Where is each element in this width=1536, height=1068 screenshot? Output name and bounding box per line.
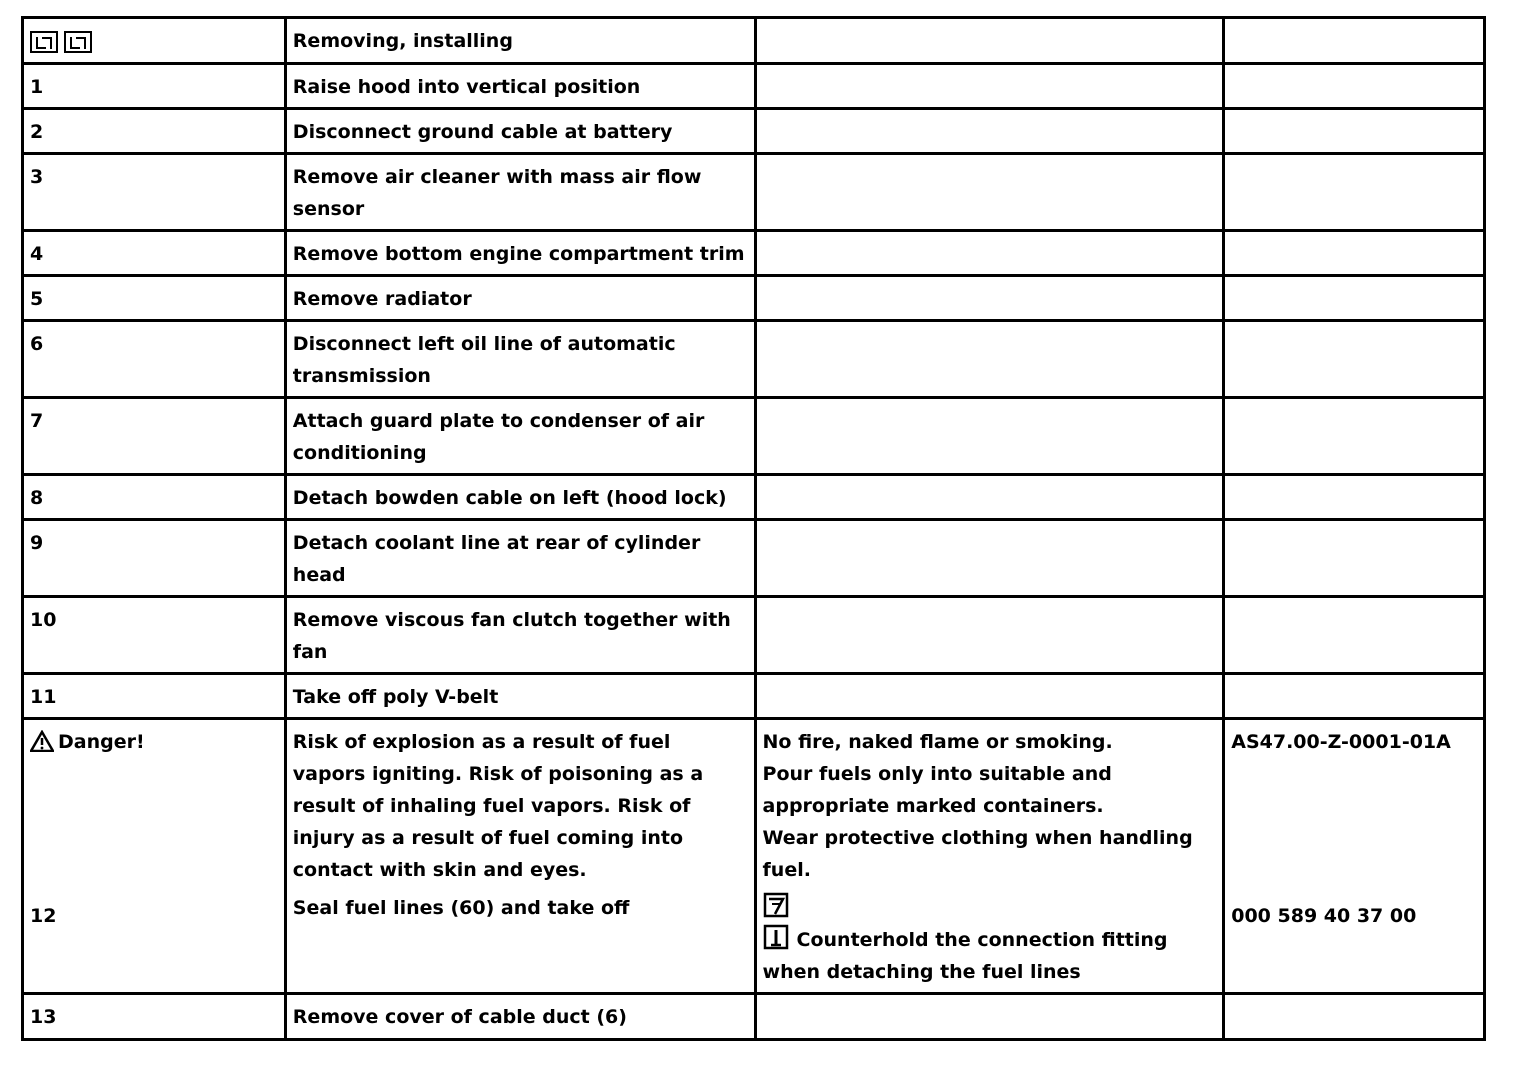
header-icons-cell [23, 18, 286, 64]
step-row [23, 154, 1485, 231]
step-empty-cell [755, 674, 1224, 719]
danger-spacer [30, 758, 278, 900]
step-empty-cell [755, 520, 1224, 597]
step-empty-cell [1224, 597, 1485, 674]
warning-triangle-icon [30, 730, 54, 752]
step-number: 2 [23, 109, 286, 154]
step-number: 10 [23, 597, 286, 674]
step-12-tool-number: 000 589 40 37 00 [1231, 905, 1417, 927]
step-empty-cell [1224, 398, 1485, 475]
install-icon [64, 31, 92, 53]
danger-measures-cell [755, 719, 1224, 994]
step-row [23, 321, 1485, 398]
step-12-number: 12 [30, 905, 57, 927]
step-empty-cell [1224, 674, 1485, 719]
step-row [23, 398, 1485, 475]
step-number: 7 [23, 398, 286, 475]
step-empty-cell [755, 321, 1224, 398]
step-row [23, 231, 1485, 276]
step-number: 8 [23, 475, 286, 520]
step-row [23, 109, 1485, 154]
special-tool-icon [763, 892, 789, 918]
step-row [23, 64, 1485, 109]
step-13-text: Remove cover of cable duct (6) [285, 994, 755, 1040]
danger-num-cell [23, 719, 286, 994]
step-empty-cell [1224, 64, 1485, 109]
step-empty-cell [755, 154, 1224, 231]
step-row [23, 276, 1485, 321]
remove-icon [30, 31, 58, 53]
step-text: Take off poly V-belt [285, 674, 755, 719]
step-row [23, 475, 1485, 520]
step-empty-cell [755, 64, 1224, 109]
procedure-table [21, 16, 1486, 1041]
step-row [23, 597, 1485, 674]
step-12-text: Seal fuel lines (60) and take off [292, 897, 630, 919]
step-text: Detach bowden cable on left (hood lock) [285, 475, 755, 520]
step-number: 4 [23, 231, 286, 276]
step-text: Disconnect left oil line of automatic transmission [285, 321, 755, 398]
step-empty-cell [755, 109, 1224, 154]
step-12-note: Counterhold the connection fitting when detaching the fuel lines [762, 929, 1168, 983]
step-row [23, 520, 1485, 597]
header-empty-4 [1224, 18, 1485, 64]
step-empty-cell [1224, 109, 1485, 154]
step-13-number: 13 [23, 994, 286, 1040]
danger-step12-row [23, 719, 1485, 994]
step-13-row [23, 994, 1485, 1040]
step-number: 5 [23, 276, 286, 321]
step-number: 9 [23, 520, 286, 597]
step-text: Remove bottom engine compartment trim [285, 231, 755, 276]
step-empty-cell [1224, 520, 1485, 597]
danger-measure-3: Wear protective clothing when handling fuel. [762, 827, 1193, 881]
danger-measure-2: Pour fuels only into suitable and appropriate marked containers. [762, 763, 1112, 817]
step-number: 11 [23, 674, 286, 719]
step-empty-cell [755, 231, 1224, 276]
step-text: Remove air cleaner with mass air flow sensor [285, 154, 755, 231]
danger-reference-cell [1224, 719, 1485, 994]
step-13-empty-3 [755, 994, 1224, 1040]
step-text: Detach coolant line at rear of cylinder head [285, 520, 755, 597]
step-empty-cell [1224, 475, 1485, 520]
step-number: 1 [23, 64, 286, 109]
step-empty-cell [1224, 276, 1485, 321]
danger-reference: AS47.00-Z-0001-01A [1231, 731, 1451, 753]
step-number: 3 [23, 154, 286, 231]
step-empty-cell [755, 475, 1224, 520]
step-text: Remove radiator [285, 276, 755, 321]
info-icon [763, 924, 789, 950]
step-empty-cell [755, 276, 1224, 321]
step-empty-cell [1224, 154, 1485, 231]
step-13-empty-4 [1224, 994, 1485, 1040]
step-text: Raise hood into vertical position [285, 64, 755, 109]
step-text: Remove viscous fan clutch together with fan [285, 597, 755, 674]
header-row [23, 18, 1485, 64]
danger-text-cell [285, 719, 755, 994]
danger-label: Danger! [58, 731, 145, 753]
step-empty-cell [755, 597, 1224, 674]
header-empty-3 [755, 18, 1224, 64]
step-text: Disconnect ground cable at battery [285, 109, 755, 154]
step-text: Attach guard plate to condenser of air conditioning [285, 398, 755, 475]
step-empty-cell [1224, 321, 1485, 398]
header-title: Removing, installing [285, 18, 755, 64]
step-row [23, 674, 1485, 719]
step-number: 6 [23, 321, 286, 398]
danger-measure-1: No fire, naked flame or smoking. [762, 731, 1113, 753]
procedure-sheet [21, 16, 1486, 1041]
step-empty-cell [1224, 231, 1485, 276]
step-empty-cell [755, 398, 1224, 475]
danger-risk-text: Risk of explosion as a result of fuel vapors igniting. Risk of poisoning as a result of inhaling fuel vapors. Risk of injury as a result of fuel coming into contact with skin and eyes. [292, 731, 704, 881]
